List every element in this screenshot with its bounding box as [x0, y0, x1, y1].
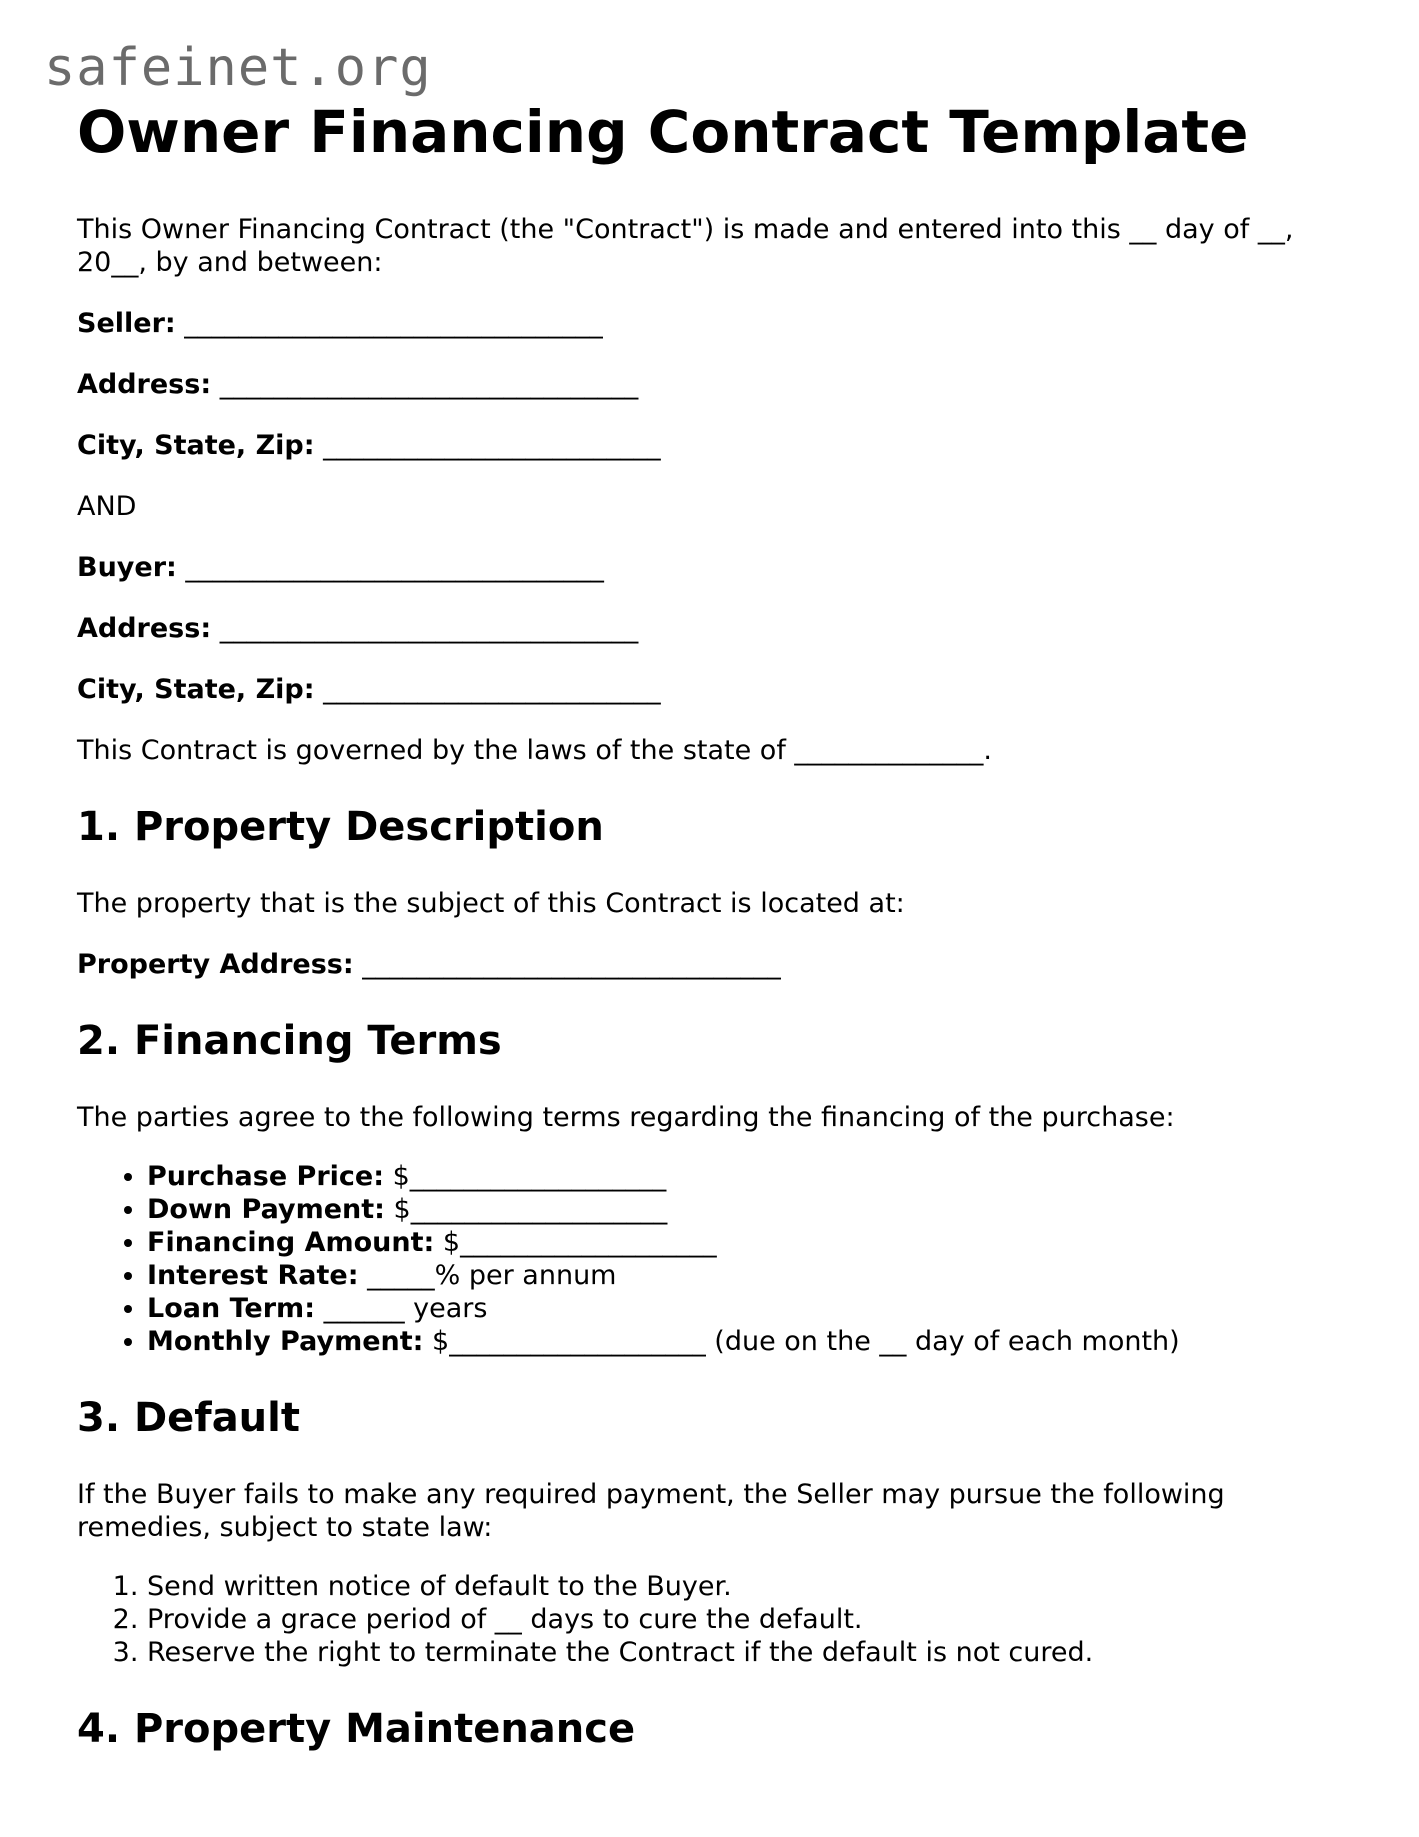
term-label: Purchase Price:: [147, 1160, 385, 1192]
list-item: [147, 1160, 1347, 1193]
list-item: [147, 1325, 1347, 1358]
buyer-city-field: [77, 673, 1347, 706]
term-label: Loan Term:: [147, 1292, 315, 1324]
seller-city-label: City, State, Zip:: [77, 429, 315, 461]
buyer-name-blank: _______________________________: [185, 551, 604, 583]
section-3-text: If the Buyer fails to make any required payment, the Seller may pursue the following remedies, subject to state law:: [77, 1478, 1225, 1543]
buyer-address-label: Address:: [77, 612, 212, 644]
term-label: Financing Amount:: [147, 1226, 435, 1258]
financing-terms-list: [77, 1160, 1347, 1358]
term-value: $___________________: [393, 1193, 668, 1225]
watermark: safeinet.org: [44, 38, 432, 98]
buyer-name-field: [77, 551, 1347, 584]
term-label: Interest Rate:: [147, 1259, 359, 1291]
term-value: $___________________: [392, 1160, 667, 1192]
document-page: [77, 96, 1347, 1753]
buyer-name-label: Buyer:: [77, 551, 177, 583]
term-label: Monthly Payment:: [147, 1325, 424, 1357]
seller-address-blank: _______________________________: [219, 368, 639, 400]
intro-paragraph: This Owner Financing Contract (the "Contract") is made and entered into this __ day of __, 20__, by and between:: [77, 213, 1294, 278]
seller-city-blank: _________________________: [323, 429, 661, 461]
buyer-address-blank: _______________________________: [219, 612, 639, 644]
list-item: 2. Provide a grace period of __ days to cure the default.: [147, 1603, 1347, 1636]
seller-name-label: Seller:: [77, 307, 176, 339]
section-4-heading: 4. Property Maintenance: [77, 1705, 636, 1752]
list-item: [147, 1226, 1347, 1259]
list-item: [147, 1292, 1347, 1325]
seller-name-field: [77, 307, 1347, 340]
and-separator: AND: [77, 490, 137, 522]
seller-city-field: [77, 429, 1347, 462]
list-item: 1. Send written notice of default to the Buyer.: [147, 1570, 1347, 1603]
seller-address-label: Address:: [77, 368, 212, 400]
section-2-text: The parties agree to the following terms regarding the financing of the purchase:: [77, 1101, 1175, 1133]
buyer-city-blank: _________________________: [323, 673, 661, 705]
default-remedies-list: [77, 1570, 1347, 1669]
section-2-heading: 2. Financing Terms: [77, 1017, 502, 1064]
property-address-field: [77, 948, 1347, 981]
governing-law-text: This Contract is governed by the laws of the state of ______________.: [77, 734, 992, 766]
seller-name-blank: _______________________________: [184, 307, 603, 339]
section-3-heading: 3. Default: [77, 1394, 300, 1441]
term-value: _____% per annum: [367, 1259, 617, 1291]
section-1-heading: 1. Property Description: [77, 803, 604, 850]
document-title: Owner Financing Contract Template: [77, 98, 1249, 166]
property-address-blank: _______________________________: [362, 948, 781, 980]
seller-address-field: [77, 368, 1347, 401]
term-value: $___________________: [442, 1226, 717, 1258]
buyer-city-label: City, State, Zip:: [77, 673, 315, 705]
buyer-address-field: [77, 612, 1347, 645]
list-item: [147, 1259, 1347, 1292]
term-label: Down Payment:: [147, 1193, 385, 1225]
property-address-label: Property Address:: [77, 948, 354, 980]
list-item: 3. Reserve the right to terminate the Contract if the default is not cured.: [147, 1636, 1347, 1669]
term-value: $___________________ (due on the __ day of each month): [432, 1325, 1180, 1357]
term-value: ______ years: [323, 1292, 488, 1324]
list-item: [147, 1193, 1347, 1226]
section-1-text: The property that is the subject of this Contract is located at:: [77, 887, 905, 919]
